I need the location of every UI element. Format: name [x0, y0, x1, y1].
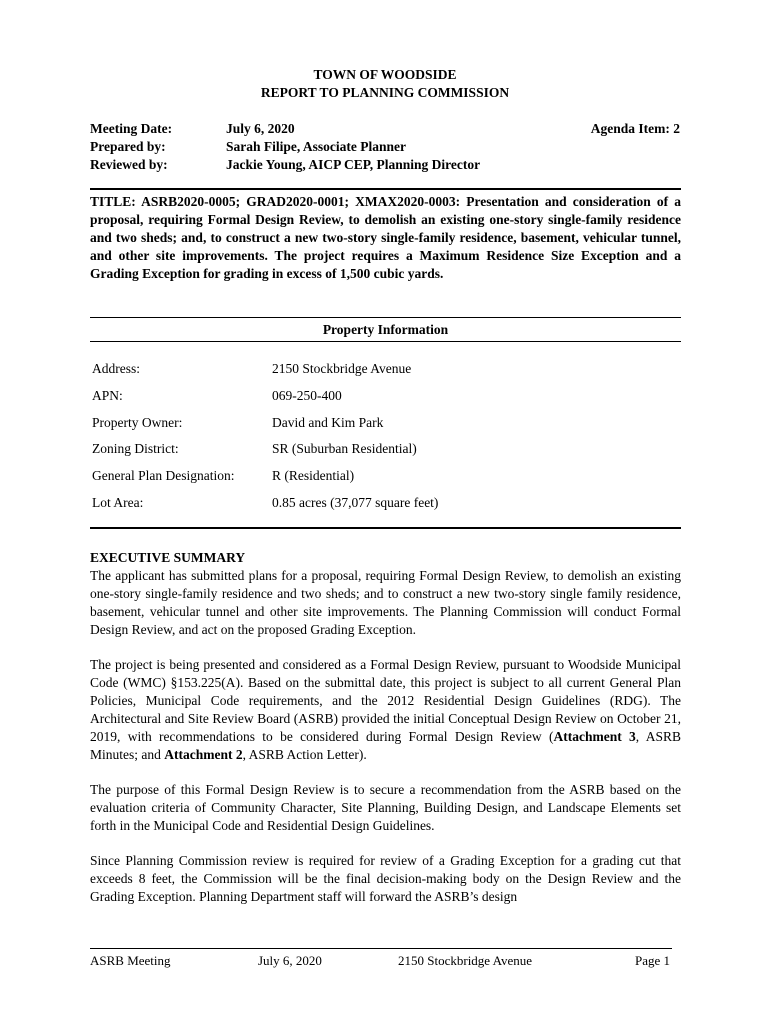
footer-meeting: ASRB Meeting [90, 953, 171, 968]
zoning-label: Zoning District: [92, 441, 179, 456]
prepared-by-value: Sarah Filipe, Associate Planner [226, 139, 406, 154]
lot-area-label: Lot Area: [92, 495, 144, 510]
property-heading-rule [90, 341, 681, 342]
attachment-3-ref: Attachment 3 [553, 729, 636, 744]
prepared-by-label: Prepared by: [90, 139, 166, 154]
footer-address: 2150 Stockbridge Avenue [398, 953, 533, 968]
general-plan-label: General Plan Designation: [92, 468, 235, 483]
lot-area-value: 0.85 acres (37,077 square feet) [272, 495, 439, 510]
address-value: 2150 Stockbridge Avenue [272, 361, 412, 376]
executive-summary-para-2: The project is being presented and considered as a Formal Design Review, pursuant to Woodside Municipal Code (WMC) §153.225(A). Based on the submittal date, this project is subject to all current General Plan Policies, Municipal Code requirements, and the 2012 Residential Design Guidelines (RDG). The Architectural and Site Review Board (ASRB) provided the initial Conceptual Design Review on October 21, 2019, with recommendations to be considered during Formal Design Review (Attachment 3, ASRB Minutes; and Attachment 2, ASRB Action Letter). [90, 657, 681, 762]
apn-value: 069-250-400 [272, 388, 342, 403]
meeting-date-label: Meeting Date: [90, 121, 173, 136]
address-label: Address: [92, 361, 140, 376]
executive-summary-para-3: The purpose of this Formal Design Review is to secure a recommendation from the ASRB based on the evaluation criteria of Community Character, Site Planning, Building Design, and Landscape Elements set forth in the Municipal Code and Residential Design Guidelines. [90, 782, 681, 833]
executive-summary-para-1: The applicant has submitted plans for a proposal, requiring Formal Design Review, to demolish an existing one-story single-family residence and two sheds; and to construct a new two-story single family residence, basement, vehicular tunnel and other site improvements. The Planning Commission will conduct Formal Design Review, and act on the proposed Grading Exception. [90, 568, 681, 637]
owner-label: Property Owner: [92, 415, 183, 430]
title-top-rule [90, 188, 681, 190]
reviewed-by-label: Reviewed by: [90, 157, 168, 172]
footer-page-number: Page 1 [634, 953, 670, 968]
reviewed-by-value: Jackie Young, AICP CEP, Planning Director [226, 157, 481, 172]
apn-label: APN: [92, 388, 123, 403]
property-top-rule [90, 317, 681, 318]
attachment-2-ref: Attachment 2 [164, 747, 243, 762]
report-heading: REPORT TO PLANNING COMMISSION [260, 85, 510, 100]
town-heading: TOWN OF WOODSIDE [313, 67, 457, 82]
footer-date: July 6, 2020 [258, 953, 322, 968]
owner-value: David and Kim Park [272, 415, 384, 430]
general-plan-value: R (Residential) [272, 468, 355, 483]
property-info-heading: Property Information [322, 322, 449, 337]
meeting-date-value: July 6, 2020 [226, 121, 295, 136]
agenda-item: Agenda Item: 2 [590, 121, 680, 136]
executive-summary-heading: EXECUTIVE SUMMARY [90, 550, 246, 565]
report-title: TITLE: ASRB2020-0005; GRAD2020-0001; XMAX2020-0003: Presentation and consideration of a proposal, requiring Formal Design Review, to demolish an existing one-story single-family residence and two sheds; and, to construct a new two-story single-family residence, basement, vehicular tunnel, and other site improvements. The project requires a Maximum Residence Size Exception and a Grading Exception for grading in excess of 1,500 cubic yards. [90, 194, 681, 281]
executive-summary-para-4: Since Planning Commission review is required for review of a Grading Exception for a grading cut that exceeds 8 feet, the Commission will be the final decision-making body on the Design Review and the Grading Exception. Planning Department staff will forward the ASRB’s design [90, 853, 681, 904]
footer-rule [90, 948, 672, 949]
property-bottom-rule [90, 527, 681, 529]
zoning-value: SR (Suburban Residential) [272, 441, 417, 456]
